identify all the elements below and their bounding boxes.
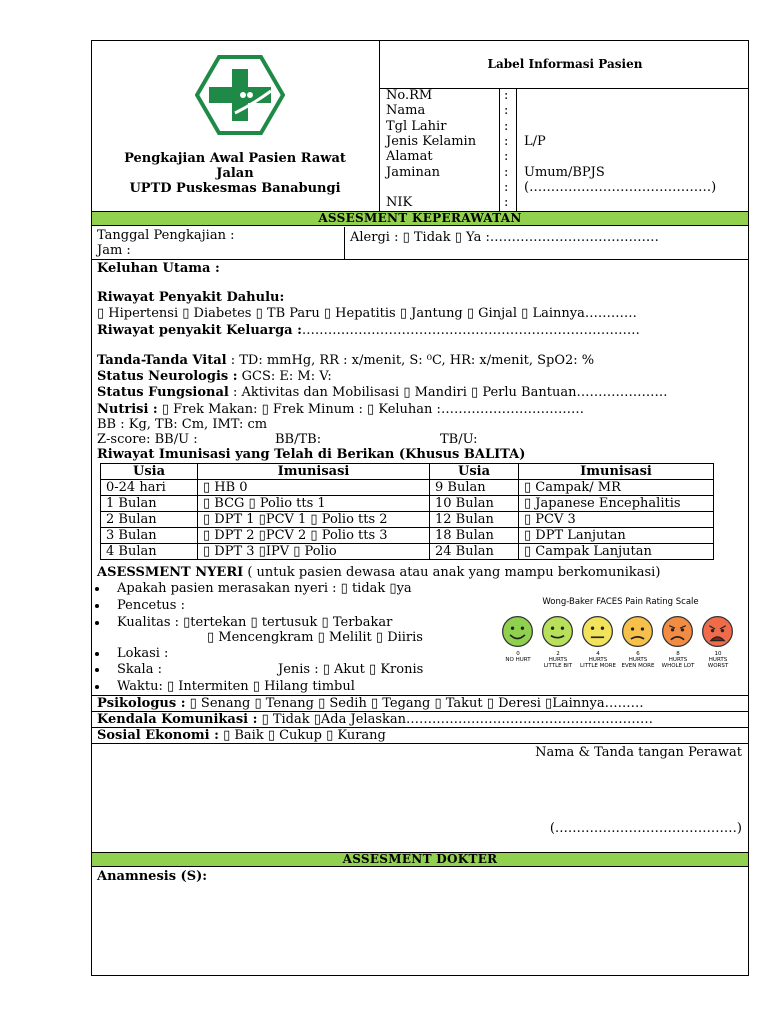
table-cell: 18 Bulan <box>430 528 519 544</box>
signature-label: Nama & Tanda tangan Perawat <box>535 745 742 760</box>
jaminan-value: Umum/BPJS <box>524 165 605 180</box>
field-sep: : <box>504 134 509 149</box>
waktu-options: Waktu: ▯ Intermiten ▯ Hilang timbul <box>117 679 355 694</box>
ttv-label: Tanda-Tanda Vital <box>97 353 227 368</box>
ttv-fields: : TD: mmHg, RR : x/menit, S: ⁰C, HR: x/menit, SpO2: % <box>226 353 595 368</box>
rpd-label: Riwayat Penyakit Dahulu: <box>97 290 285 305</box>
table-cell: ▯ DPT 3 ▯IPV ▯ Polio <box>198 544 430 560</box>
nyeri-subtitle: ( untuk pasien dewasa atau anak yang mampu berkomunikasi) <box>243 565 661 580</box>
table-cell: ▯ PCV 3 <box>519 512 714 528</box>
pencetus-field: Pencetus : <box>117 598 185 613</box>
col-usia-2: Usia <box>430 464 519 480</box>
face-label: 2 HURTS LITTLE BIT <box>543 651 573 669</box>
rpk-dots: …………………………………………………………………… <box>301 323 640 338</box>
table-cell: ▯ Campak/ MR <box>519 480 714 496</box>
psikologus-options: ▯ Senang ▯ Tenang ▯ Sedih ▯ Tegang ▯ Takut ▯ Deresi ▯Lainnya……… <box>185 696 644 711</box>
table-row <box>101 544 714 560</box>
field-label-nama: Nama <box>386 103 426 118</box>
face-label: 10 HURTS WORST <box>707 651 729 669</box>
col-imunisasi-2: Imunisasi <box>519 464 714 480</box>
table-cell: ▯ BCG ▯ Polio tts 1 <box>198 496 430 512</box>
bullet-icon <box>95 685 99 689</box>
nutrisi-options: ▯ Frek Makan: ▯ Frek Minum : ▯ Keluhan :…………………………… <box>157 402 584 417</box>
keluhan-utama-label: Keluhan Utama : <box>97 261 220 276</box>
field-label-norm: No.RM <box>386 88 433 103</box>
face-label: 4 HURTS LITTLE MORE <box>580 651 616 669</box>
kendala-options: ▯ Tidak ▯Ada Jelaskan………………………………………………… <box>257 712 653 727</box>
table-row <box>101 512 714 528</box>
table-row <box>101 496 714 512</box>
alergi-field: Alergi : ▯ Tidak ▯ Ya :………………………………… <box>350 230 659 245</box>
field-label-jenis-kelamin: Jenis Kelamin <box>386 134 477 149</box>
table-cell: 1 Bulan <box>101 496 198 512</box>
table-cell: ▯ DPT 2 ▯PCV 2 ▯ Polio tts 3 <box>198 528 430 544</box>
face-label: 6 HURTS EVEN MORE <box>621 651 655 669</box>
col-usia: Usia <box>101 464 198 480</box>
jenis-nyeri-options: Jenis : ▯ Akut ▯ Kronis <box>278 662 424 677</box>
field-label-jaminan: Jaminan <box>386 165 440 180</box>
puskesmas-logo-icon <box>195 55 285 135</box>
nutrisi-label: Nutrisi : <box>97 402 158 417</box>
bullet-icon <box>95 652 99 656</box>
label-title: Label Informasi Pasien <box>487 57 643 71</box>
face-hurts-little-more-icon <box>581 615 614 648</box>
face-hurts-worst-icon <box>701 615 734 648</box>
anamnesis-label: Anamnesis (S): <box>97 869 208 884</box>
table-header-row <box>101 464 714 480</box>
zscore-bbtb: BB/TB: <box>275 432 322 447</box>
zscore-bbu: Z-score: BB/U : <box>97 432 198 447</box>
neuro-fields: GCS: E: M: V: <box>237 369 332 384</box>
table-cell: 4 Bulan <box>101 544 198 560</box>
field-sep: : <box>504 88 509 103</box>
lokasi-field: Lokasi : <box>117 646 169 661</box>
form-title-line1: Pengkajian Awal Pasien Rawat <box>124 151 346 166</box>
table-cell: ▯ DPT 1 ▯PCV 1 ▯ Polio tts 2 <box>198 512 430 528</box>
table-cell: ▯ DPT Lanjutan <box>519 528 714 544</box>
face-label: 0 NO HURT <box>505 651 531 663</box>
field-sep: : <box>504 103 509 118</box>
puskesmas-name: UPTD Puskesmas Banabungi <box>129 181 341 196</box>
nyeri-label: ASESSMENT NYERI <box>97 565 244 580</box>
col-imunisasi: Imunisasi <box>198 464 430 480</box>
face-hurts-little-bit-icon <box>541 615 574 648</box>
table-cell: 2 Bulan <box>101 512 198 528</box>
field-sep: : <box>504 195 509 210</box>
table-cell: 12 Bulan <box>430 512 519 528</box>
nyeri-question: Apakah pasien merasakan nyeri : ▯ tidak ▯ya <box>117 581 412 596</box>
table-cell: 24 Bulan <box>430 544 519 560</box>
kendala-label: Kendala Komunikasi : <box>97 712 258 727</box>
face-hurts-even-more-icon <box>621 615 654 648</box>
assessment-form <box>91 40 749 976</box>
field-label-alamat: Alamat <box>386 149 433 164</box>
section-header-dokter: ASSESMENT DOKTER <box>92 852 748 867</box>
sosial-label: Sosial Ekonomi : <box>97 728 219 743</box>
wong-baker-scale <box>498 595 743 675</box>
face-hurts-whole-lot-icon <box>661 615 694 648</box>
fungsi-options: : Aktivitas dan Mobilisasi ▯ Mandiri ▯ Perlu Bantuan………………… <box>228 385 668 400</box>
field-label-tgl-lahir: Tgl Lahir <box>386 119 447 134</box>
rpk-label: Riwayat penyakit Keluarga : <box>97 323 302 338</box>
faces-title: Wong-Baker FACES Pain Rating Scale <box>542 597 699 607</box>
bullet-icon <box>95 604 99 608</box>
table-cell: ▯ Japanese Encephalitis <box>519 496 714 512</box>
field-sep: : <box>504 165 509 180</box>
imunisasi-table <box>100 463 714 560</box>
table-cell: 10 Bulan <box>430 496 519 512</box>
section-header-keperawatan: ASSESMENT KEPERAWATAN <box>92 211 748 226</box>
kualitas-options-1: Kualitas : ▯tertekan ▯ tertusuk ▯ Terbakar <box>117 615 393 630</box>
kualitas-options-2: ▯ Mencengkram ▯ Melilit ▯ Diiris <box>207 630 423 645</box>
jaminan-other-value: (……………………………………) <box>524 180 717 195</box>
psikologus-label: Psikologus : <box>97 696 186 711</box>
neuro-label: Status Neurologis : <box>97 369 238 384</box>
rpd-options: ▯ Hipertensi ▯ Diabetes ▯ TB Paru ▯ Hepatitis ▯ Jantung ▯ Ginjal ▯ Lainnya………… <box>97 306 637 321</box>
field-sep: : <box>504 149 509 164</box>
imunisasi-title: Riwayat Imunisasi yang Telah di Berikan (Khusus BALITA) <box>97 447 526 462</box>
table-cell: 3 Bulan <box>101 528 198 544</box>
fungsi-label: Status Fungsional <box>97 385 229 400</box>
table-row <box>101 528 714 544</box>
sosial-options: ▯ Baik ▯ Cukup ▯ Kurang <box>218 728 386 743</box>
bullet-icon <box>95 621 99 625</box>
field-sep: : <box>504 180 509 195</box>
bullet-icon <box>95 668 99 672</box>
form-title-line2: Jalan <box>216 166 254 181</box>
face-label: 8 HURTS WHOLE LOT <box>661 651 695 669</box>
bullet-icon <box>95 587 99 591</box>
tanggal-pengkajian: Tanggal Pengkajian : <box>97 228 235 243</box>
table-row <box>101 480 714 496</box>
zscore-tbu: TB/U: <box>440 432 478 447</box>
skala-field: Skala : <box>117 662 162 677</box>
table-cell: 9 Bulan <box>430 480 519 496</box>
bb-tb-imt: BB : Kg, TB: Cm, IMT: cm <box>97 417 268 432</box>
field-sep: : <box>504 119 509 134</box>
field-label-nik: NIK <box>386 195 413 210</box>
face-no-hurt-icon <box>501 615 534 648</box>
table-cell: 0-24 hari <box>101 480 198 496</box>
table-cell: ▯ Campak Lanjutan <box>519 544 714 560</box>
table-cell: ▯ HB 0 <box>198 480 430 496</box>
jam-pengkajian: Jam : <box>97 243 131 258</box>
signature-line: (……………………………………) <box>549 821 742 836</box>
jenis-kelamin-value: L/P <box>524 134 546 149</box>
